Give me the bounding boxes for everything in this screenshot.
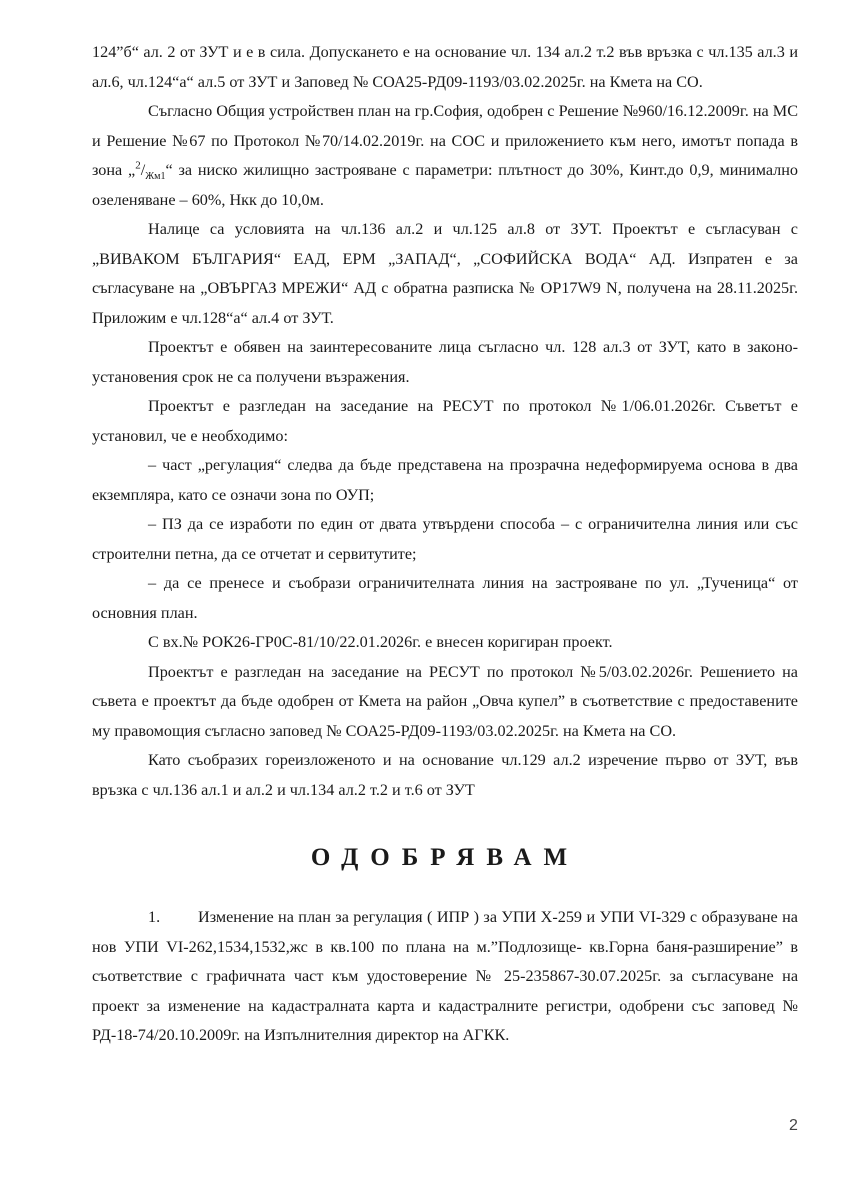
decision-item-number: 1. xyxy=(148,908,161,926)
decision-heading: ОДОБРЯВАМ xyxy=(310,844,580,871)
page-number: 2 xyxy=(789,1117,798,1134)
paragraph-zoning xyxy=(92,97,798,215)
list-item-requirement: – част „регулация“ следва да бъде представена на прозрачна недеформируема основа в два екземпляра, като се означи зона по ОУП; xyxy=(92,456,798,504)
paragraph-corrected-project: С вх.№ РОК26-ГР0С-81/10/22.01.2026г. е внесен коригиран проект. xyxy=(148,633,613,651)
zone-slash: / xyxy=(140,161,146,179)
document-page xyxy=(92,38,798,1051)
zone-superscript: 2 xyxy=(135,159,141,172)
zoning-text-end: “ за ниско жилищно застрояване с параметри: плътност до 30%, Кинт.до 0,9, минимално озеленяване – 60%, Нкк до 10,0м. xyxy=(92,161,798,209)
zoning-text-start: Съгласно Общия устройствен план на гр.София, одобрен с Решение №960/16.12.2009г. на МС и Решение №67 по Протокол №70/14.02.2019г. на СОС и приложението към него, имотът попада в зона „ xyxy=(92,102,798,179)
decision-item-text: Изменение на план за регулация ( ИПР ) за УПИ Х-259 и УПИ VI-329 с образуване на нов УПИ VI-262,1534,1532,жс в кв.100 по плана на м.”Подлозище- кв.Горна баня-разширение” в съответствие с графичната част към удостоверение № 25-235867-30.07.2025г. за съгласуване на проект за изменение на кадастралната карта и кадастралните регистри, одобрени със заповед № РД-18-74/20.10.2009г. на Изпълнителния директор на АГКК. xyxy=(92,908,798,1044)
decision-item xyxy=(92,903,798,1051)
paragraph-conditions: Налице са условията на чл.136 ал.2 и чл.125 ал.8 от ЗУТ. Проектът е съгласуван с „ВИВАКОМ БЪЛГАРИЯ“ ЕАД, ЕРМ „ЗАПАД“, „СОФИЙСКА ВОДА“ АД. Изпратен е за съгласуване на „ОВЪРГАЗ МРЕЖИ“ АД с обратна разписка № ОР17W9 N, получена на 28.11.2025г. Приложим е чл.128“а“ ал.4 от ЗУТ. xyxy=(92,220,798,327)
list-item-requirement: – ПЗ да се изработи по един от двата утвърдени способа – с ограничителна линия или със строителни петна, да се отчетат и сервитутите; xyxy=(92,515,798,563)
zone-subscript: Жм1 xyxy=(145,171,166,183)
list-item-requirement: – да се пренесе и съобрази ограничителната линия на застрояване по ул. „Тученица“ от основния план. xyxy=(92,574,798,622)
paragraph-resut-5: Проектът е разгледан на заседание на РЕСУТ по протокол №5/03.02.2026г. Решението на съвета е проектът да бъде одобрен от Кмета на район „Овча купел” в съответствие с предоставените му правомощия съгласно заповед № СОА25-РД09-1193/03.02.2025г. на Кмета на СО. xyxy=(92,662,798,740)
paragraph-resut-1: Проектът е разгледан на заседание на РЕСУТ по протокол №1/06.01.2026г. Съветът е установил, че е необходимо: xyxy=(92,397,798,445)
paragraph-continuation: 124”б“ ал. 2 от ЗУТ и е в сила. Допускането е на основание чл. 134 ал.2 т.2 във връзка с чл.135 ал.3 и ал.6, чл.124“а“ ал.5 от ЗУТ и Заповед № СОА25-РД09-1193/03.02.2025г. на Кмета на СО. xyxy=(92,43,798,91)
paragraph-announcement: Проектът е обявен на заинтересованите лица съгласно чл. 128 ал.3 от ЗУТ, като в законо-установения срок не са получени възражения. xyxy=(92,338,798,386)
paragraph-legal-basis: Като съобразих гореизложеното и на основание чл.129 ал.2 изречение първо от ЗУТ, във връзка с чл.136 ал.1 и ал.2 и чл.134 ал.2 т.2 и т.6 от ЗУТ xyxy=(92,751,798,799)
